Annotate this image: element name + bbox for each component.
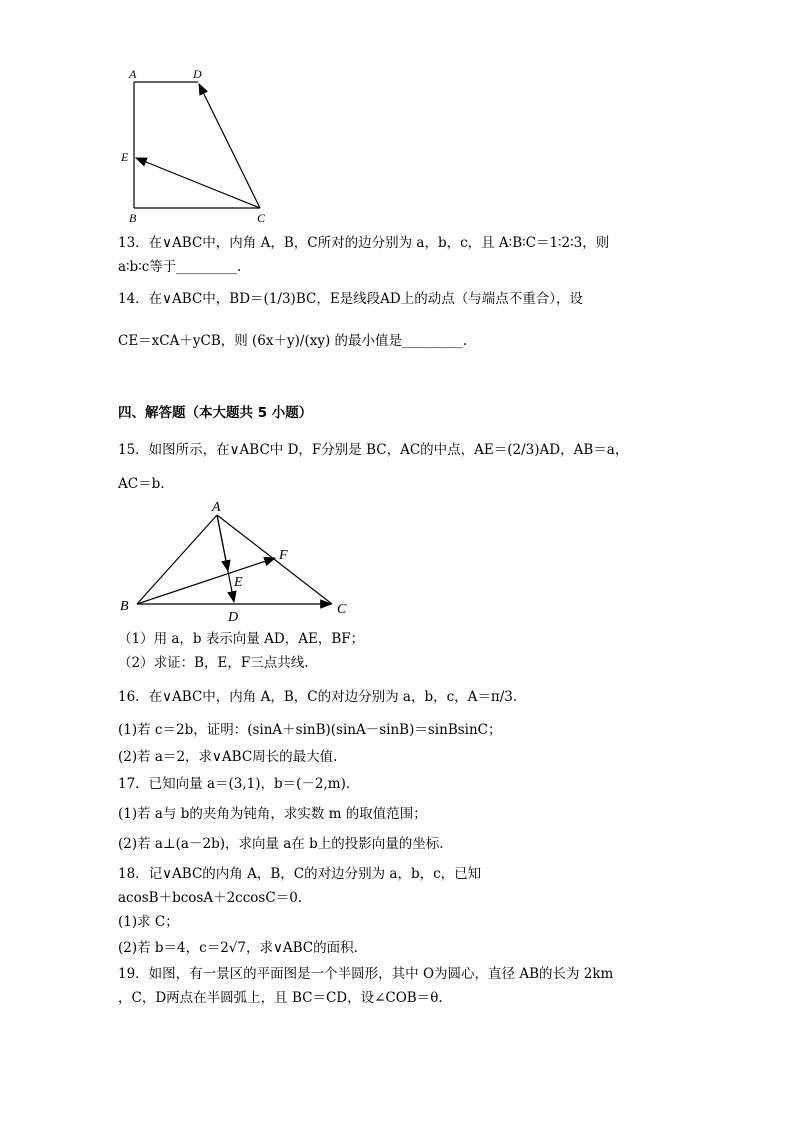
q16-part2: (2)若 a＝2，求∨ABC周长的最大值. bbox=[118, 749, 338, 765]
q15-line1: 15．如图所示，在∨ABC中 D，F分别是 BC，AC的中点，AE＝(2/3)AD，AB＝a， bbox=[118, 442, 629, 458]
label-E: E bbox=[121, 150, 129, 164]
q18-line1: 18．记∨ABC的内角 A，B，C的对边分别为 a，b，c，已知 bbox=[118, 866, 482, 882]
q18-line2: acosB＋bcosA＋2ccosC＝0. bbox=[118, 890, 303, 906]
label-A: A bbox=[212, 500, 221, 515]
q13-line2: a∶b∶c等于_________. bbox=[118, 259, 242, 275]
vector-CE bbox=[136, 158, 260, 208]
q17-part2: (2)若 a⊥(a－2b)，求向量 a在 b上的投影向量的坐标. bbox=[118, 836, 444, 852]
label-A: A bbox=[129, 67, 137, 81]
label-C: C bbox=[257, 211, 266, 225]
segment-AC bbox=[217, 515, 332, 604]
q16-line1: 16．在∨ABC中，内角 A，B，C的对边分别为 a，b，c，A＝π/3. bbox=[118, 689, 518, 705]
q13-line1: 13．在∨ABC中，内角 A，B，C所对的边分别为 a，b，c，且 A∶B∶C＝1∶2∶3，则 bbox=[118, 235, 610, 251]
label-D: D bbox=[228, 610, 239, 625]
q16-part1: (1)若 c＝2b，证明：(sinA＋sinB)(sinA－sinB)＝sinBsinC； bbox=[118, 722, 502, 738]
q18-part1: (1)求 C； bbox=[118, 914, 179, 930]
q14-line2: CE＝xCA＋yCB，则 (6x＋y)/(xy) 的最小值是_________. bbox=[118, 333, 468, 349]
q17-part1: (1)若 a与 b的夹角为钝角，求实数 m 的取值范围； bbox=[118, 806, 427, 822]
label-B: B bbox=[129, 211, 137, 225]
q15-line2: AC＝b. bbox=[118, 476, 165, 492]
q14-line1: 14．在∨ABC中，BD＝(1/3)BC，E是线段AD上的动点（与端点不重合），设 bbox=[118, 291, 583, 307]
section-heading: 四、解答题（本大题共 5 小题） bbox=[118, 405, 313, 421]
vector-AE bbox=[217, 515, 228, 571]
label-C: C bbox=[337, 602, 347, 617]
q19-line1: 19．如图，有一景区的平面图是一个半圆形，其中 O为圆心，直径 AB的长为 2km bbox=[118, 966, 614, 982]
vector-CD bbox=[199, 84, 260, 208]
q15-part1: （1）用 a，b 表示向量 AD，AE，BF； bbox=[118, 631, 365, 647]
q18-part2: (2)若 b＝4，c＝2√7，求∨ABC的面积. bbox=[118, 940, 358, 956]
label-E: E bbox=[234, 575, 243, 590]
figure-triangle bbox=[110, 496, 360, 626]
label-F: F bbox=[279, 548, 288, 563]
label-D: D bbox=[193, 67, 202, 81]
q17-line1: 17．已知向量 a＝(3,1)，b＝(－2,m). bbox=[118, 776, 351, 792]
figure-trapezoid bbox=[110, 62, 280, 232]
q19-line2: ，C，D两点在半圆弧上，且 BC＝CD，设∠COB＝θ. bbox=[118, 990, 443, 1006]
q15-part2: （2）求证：B，E，F三点共线. bbox=[118, 655, 309, 671]
label-B: B bbox=[120, 599, 129, 614]
